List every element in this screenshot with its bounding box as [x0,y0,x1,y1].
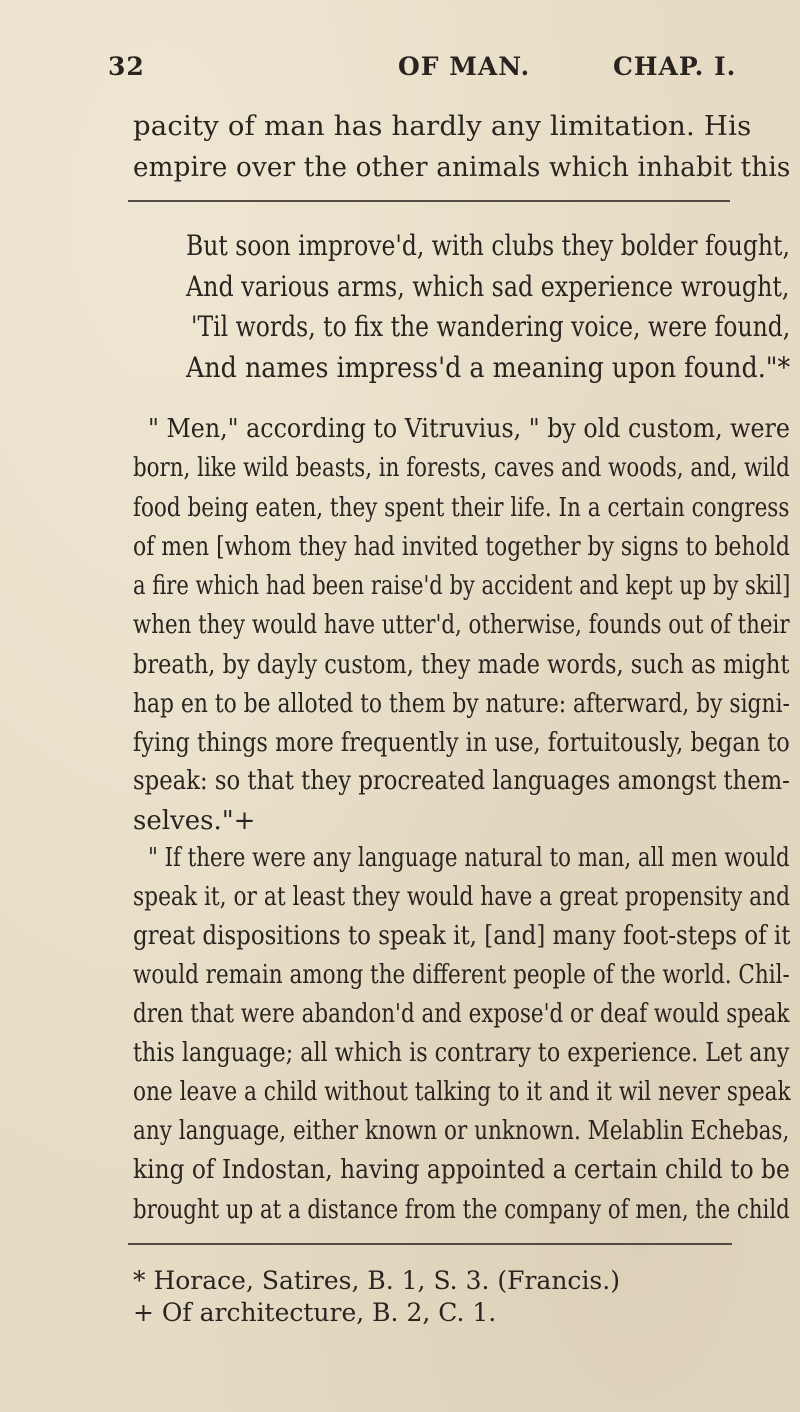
paragraph-line: speak: so that they procreated languages amongst them- [133,766,790,796]
chapter-label: CHAP. I. [613,52,737,81]
paragraph-line: of men [whom they had invited together by signs to behold [133,532,790,562]
verse-line: But soon improve'd, with clubs they bolder fought, [186,229,790,262]
paragraph-line: this language; all which is contrary to experience. Let any [133,1038,790,1068]
paragraph-line: breath, by dayly custom, they made words, such as might [133,650,790,680]
text-line: pacity of man has hardly any limitation. His [133,110,752,142]
paragraph-line: when they would have utter'd, otherwise, founds out of their [133,610,790,640]
paragraph-line: " If there were any language natural to man, all men would [148,843,790,873]
text-line: empire over the other animals which inhabit this [133,151,791,183]
paragraph-line: a fire which had been raise'd by accident and kept up by skil] [133,571,791,601]
section-rule [128,200,730,202]
paragraph-line: hap en to be alloted to them by nature: afterward, by signi- [133,689,790,719]
running-title: OF MAN. [398,52,531,81]
paragraph-line: dren that were abandon'd and expose'd or deaf would speak [133,999,790,1029]
paragraph-line: food being eaten, they spent their life. In a certain congress [133,493,790,523]
footnote: * Horace, Satires, B. 1, S. 3. (Francis.) [133,1266,620,1295]
page-number: 32 [108,52,145,81]
paragraph-line: king of Indostan, having appointed a certain child to be [133,1155,790,1185]
footnote: + Of architecture, B. 2, C. 1. [133,1298,497,1327]
paragraph-line: great dispositions to speak it, [and] many foot-steps of it [133,921,791,951]
paragraph-line: speak it, or at least they would have a great propensity and [133,882,791,912]
paragraph-line: any language, either known or unknown. Melablin Echebas, [133,1116,790,1146]
paragraph-line: born, like wild beasts, in forests, caves and woods, and, wild [133,453,790,483]
verse-line: 'Til words, to fix the wandering voice, were found, [191,310,791,343]
paragraph-line: brought up at a distance from the company of men, the child [133,1195,790,1225]
footnote-rule [128,1243,732,1245]
paragraph-line: selves."+ [133,806,256,836]
paragraph-line: would remain among the different people of the world. Chil- [133,960,790,990]
paragraph-line: one leave a child without talking to it and it wil never speak [133,1077,791,1107]
verse-line: And various arms, which sad experience wrought, [186,270,790,303]
paragraph-line: fying things more frequently in use, fortuitously, began to [133,728,790,758]
verse-line: And names impress'd a meaning upon found."* [186,351,791,384]
paragraph-line: " Men," according to Vitruvius, " by old custom, were [148,414,790,444]
running-header [108,52,798,88]
